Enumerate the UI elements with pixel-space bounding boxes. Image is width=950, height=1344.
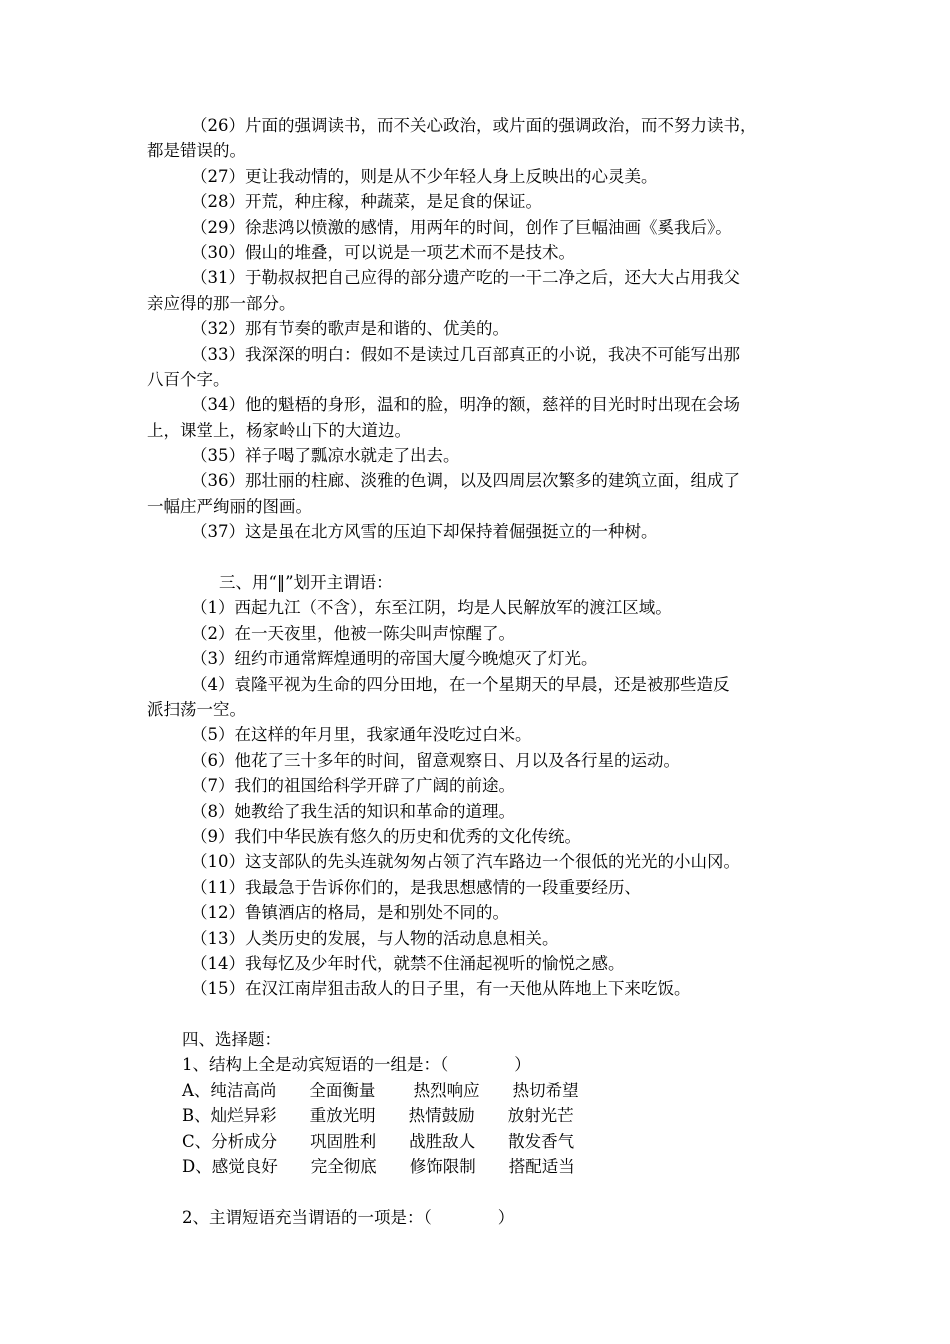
spacer [147, 545, 809, 570]
sentence-text: （4）袁隆平视为生命的四分田地，在一个星期天的早晨，还是被那些造反 [191, 674, 730, 694]
sentence-text: （36）那壮丽的柱廊、淡雅的色调，以及四周层次繁多的建筑立面，组成了 [191, 471, 740, 491]
section3-heading: 三、用“‖”划开主谓语： [219, 573, 393, 593]
section3-item-4 [147, 672, 809, 723]
section3-item-11: （11）我最急于告诉你们的，是我思想感情的一段重要经历、 [191, 877, 641, 897]
sentence-35: （35）祥子喝了瓢凉水就走了出去。 [191, 446, 460, 466]
sentence-26 [147, 113, 809, 164]
section4-heading: 四、选择题： [182, 1030, 281, 1050]
sentence-text: （34）他的魁梧的身形，温和的脸，明净的额，慈祥的目光时时出现在会场 [191, 395, 740, 415]
section4 [147, 1027, 809, 1230]
sentence-text: （26）片面的强调读书，而不关心政治，或片面的强调政治，而不努力读书， [191, 116, 757, 135]
sentence-list-section2 [147, 113, 809, 545]
sentence-continuation: 派扫荡一空。 [147, 699, 246, 719]
sentence-continuation: 都是错误的。 [147, 141, 246, 161]
sentence-continuation: 八百个字。 [147, 369, 230, 389]
sentence-text: （31）于勒叔叔把自己应得的部分遗产吃的一干二净之后，还大大占用我父 [191, 268, 740, 288]
sentence-continuation: 一幅庄严绚丽的图画。 [147, 496, 312, 516]
section3-item-15: （15）在汉江南岸狙击敌人的日子里，有一天他从阵地上下来吃饭。 [191, 979, 691, 999]
question-stem: 2、主谓短语充当谓语的一项是：（ ） [182, 1207, 515, 1227]
section3-item-6: （6）他花了三十多年的时间，留意观察日、月以及各行星的运动。 [191, 750, 680, 770]
section3-item-3: （3）纽约市通常辉煌通明的帝国大厦今晚熄灭了灯光。 [191, 649, 598, 669]
option-d: D、感觉良好 完全彻底 修饰限制 搭配适当 [182, 1157, 575, 1177]
spacer [147, 1179, 809, 1204]
sentence-text: （33）我深深的明白：假如不是读过几百部真正的小说，我决不可能写出那 [191, 344, 740, 364]
section3-item-7: （7）我们的祖国给科学开辟了广阔的前途。 [191, 776, 515, 796]
question-stem: 1、结构上全是动宾短语的一组是：（ ） [182, 1055, 531, 1075]
section3-item-14: （14）我每忆及少年时代，就禁不住涌起视听的愉悦之感。 [191, 953, 625, 973]
sentence-36 [147, 468, 809, 519]
section3-item-10: （10）这支部队的先头连就匆匆占领了汽车路边一个很低的光光的小山冈。 [191, 852, 740, 872]
section3-item-13: （13）人类历史的发展，与人物的活动息息相关。 [191, 928, 559, 948]
section3-item-12: （12）鲁镇酒店的格局，是和别处不同的。 [191, 903, 509, 923]
question-2 [147, 1205, 809, 1230]
sentence-continuation: 亲应得的那一部分。 [147, 293, 296, 313]
sentence-27: （27）更让我动情的，则是从不少年轻人身上反映出的心灵美。 [191, 166, 658, 186]
option-c: C、分析成分 巩固胜利 战胜敌人 散发香气 [182, 1131, 575, 1151]
sentence-28: （28）开荒，种庄稼，种蔬菜，是足食的保证。 [191, 192, 542, 212]
section3-item-9: （9）我们中华民族有悠久的历史和优秀的文化传统。 [191, 826, 581, 846]
section3-item-2: （2）在一天夜里，他被一陈尖叫声惊醒了。 [191, 623, 515, 643]
section3 [147, 570, 809, 1002]
sentence-30: （30）假山的堆叠，可以说是一项艺术而不是技术。 [191, 242, 575, 262]
sentence-34 [147, 392, 809, 443]
spacer [147, 1002, 809, 1027]
sentence-33 [147, 342, 809, 393]
question-1 [147, 1052, 809, 1179]
section3-item-1: （1）西起九江（不含），东至江阴，均是人民解放军的渡江区域。 [191, 598, 672, 618]
section3-item-8: （8）她教给了我生活的知识和革命的道理。 [191, 801, 515, 821]
sentence-continuation: 上，课堂上，杨家岭山下的大道边。 [147, 420, 411, 440]
section3-item-5: （5）在这样的年月里，我家通年没吃过白米。 [191, 725, 532, 745]
sentence-29: （29）徐悲鸿以愤激的感情，用两年的时间，创作了巨幅油画《奚我后》。 [191, 217, 732, 237]
sentence-31 [147, 265, 809, 316]
option-a: A、纯洁高尚 全面衡量 热烈响应 热切希望 [182, 1080, 579, 1100]
sentence-37: （37）这是虽在北方风雪的压迫下却保持着倔强挺立的一种树。 [191, 522, 658, 542]
sentence-32: （32）那有节奏的歌声是和谐的、优美的。 [191, 319, 509, 339]
document-content [147, 113, 809, 1230]
option-b: B、灿烂异彩 重放光明 热情鼓励 放射光芒 [182, 1106, 574, 1126]
